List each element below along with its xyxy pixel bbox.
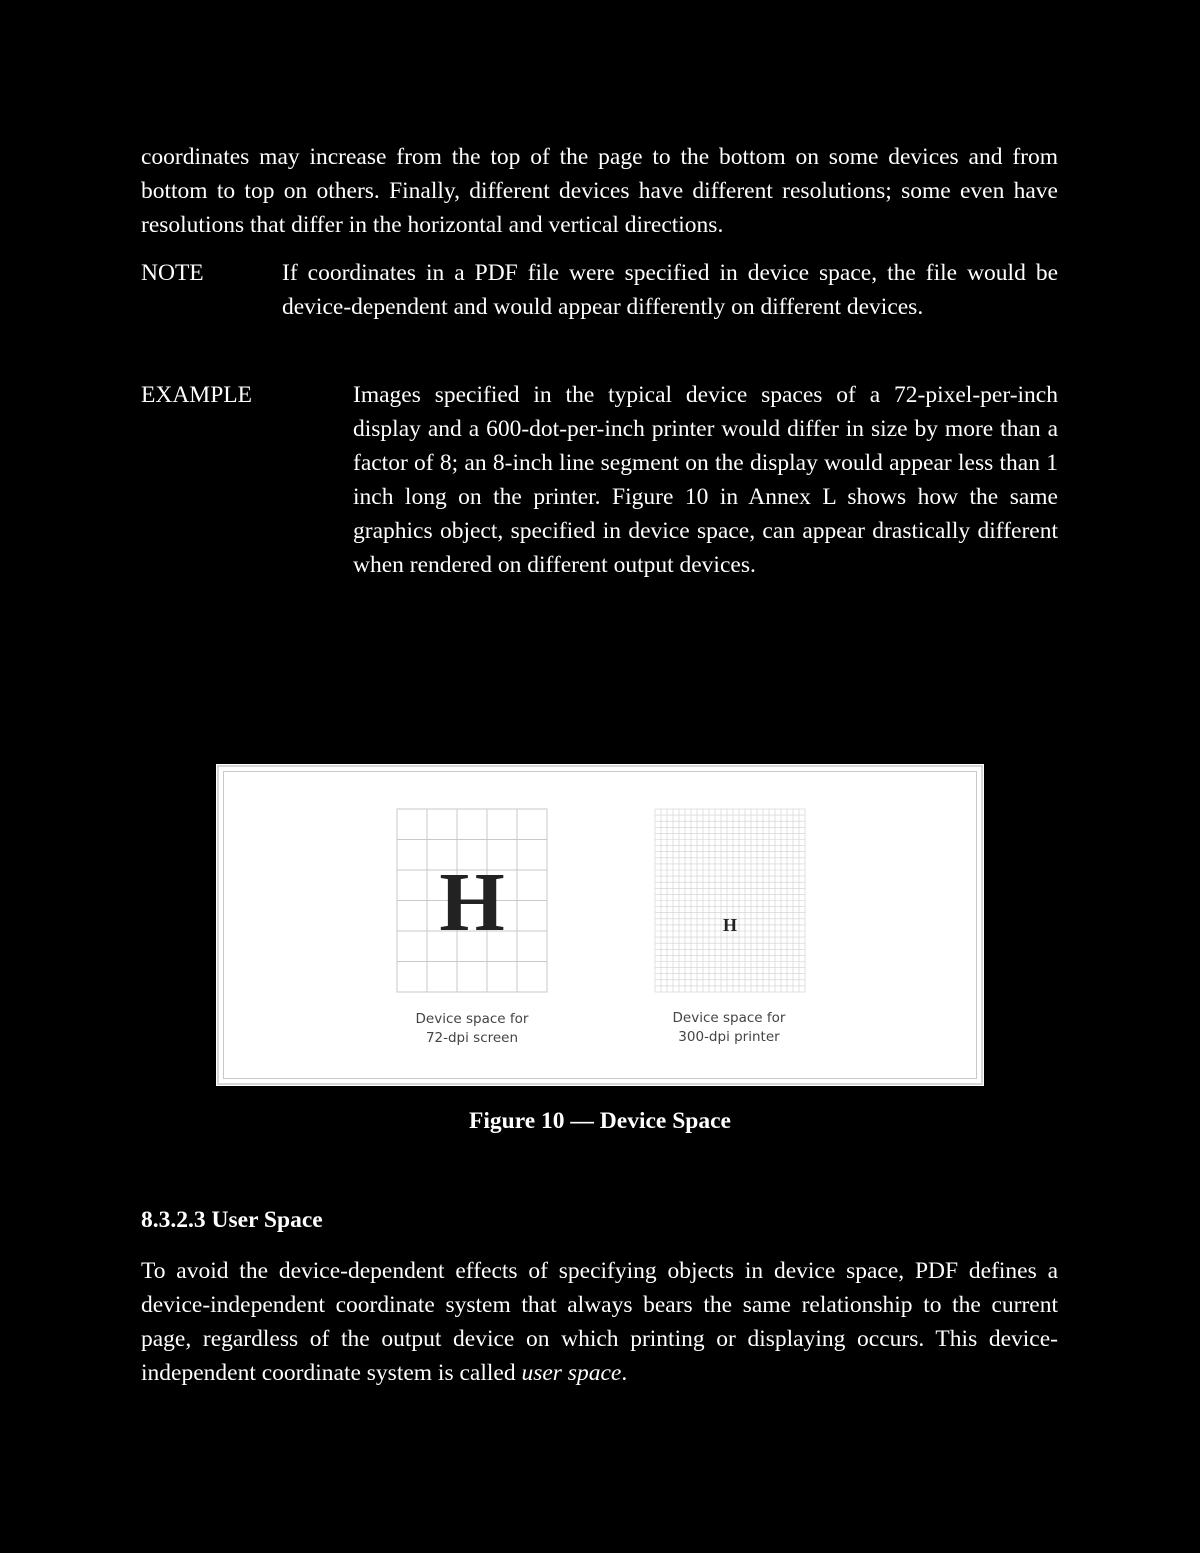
right-caption-line2: 300-dpi printer (678, 1029, 780, 1045)
note-block (141, 256, 1058, 324)
note-text: If coordinates in a PDF file were specified in device space, the file would be device-dependent and would appear differently on different devices. (282, 260, 1058, 320)
large-h-glyph: H (439, 856, 505, 949)
fine-grid-300dpi (655, 809, 805, 992)
small-h-glyph: H (722, 915, 738, 935)
note-label: NOTE (141, 260, 204, 286)
section-heading: 8.3.2.3 User Space (141, 1207, 323, 1233)
intro-paragraph: coordinates may increase from the top of the page to the bottom on some devices and from bottom to top on others. Finally, different devices have different resolutions; some even have resolutions that differ in the horizontal and vertical directions. (141, 144, 1058, 238)
section-paragraph (141, 1254, 1058, 1390)
left-caption-line2: 72-dpi screen (425, 1030, 519, 1046)
right-caption-line1: Device space for (672, 1010, 786, 1026)
section-emphasis: user space (521, 1360, 622, 1386)
figure-illustration (219, 767, 981, 1083)
example-text: Images specified in the typical device spaces of a 72-pixel-per-inch display and a 600-dot-per-inch printer would differ in size by more than a factor of 8; an 8-inch line segment on the display would appear less than 1 inch long on the printer. Figure 10 in Annex L shows how the same graphics object, specified in device space, can appear drastically different when rendered on different output devices. (353, 382, 1058, 578)
left-caption-line1: Device space for (415, 1011, 529, 1027)
section-text-after: . (621, 1360, 628, 1386)
example-block (141, 378, 1058, 582)
figure-device-space (217, 765, 983, 1085)
section-text-before: To avoid the device-dependent effects of specifying objects in device space, PDF defines a device-independent coordinate system that always bears the same relationship to the current page, regardless of the output device on which printing or displaying occurs. This device-independent coordinate system is called (141, 1258, 1058, 1386)
figure-caption: Figure 10 — Device Space (469, 1108, 731, 1134)
document-body (141, 140, 1058, 582)
example-label: EXAMPLE (141, 382, 252, 408)
